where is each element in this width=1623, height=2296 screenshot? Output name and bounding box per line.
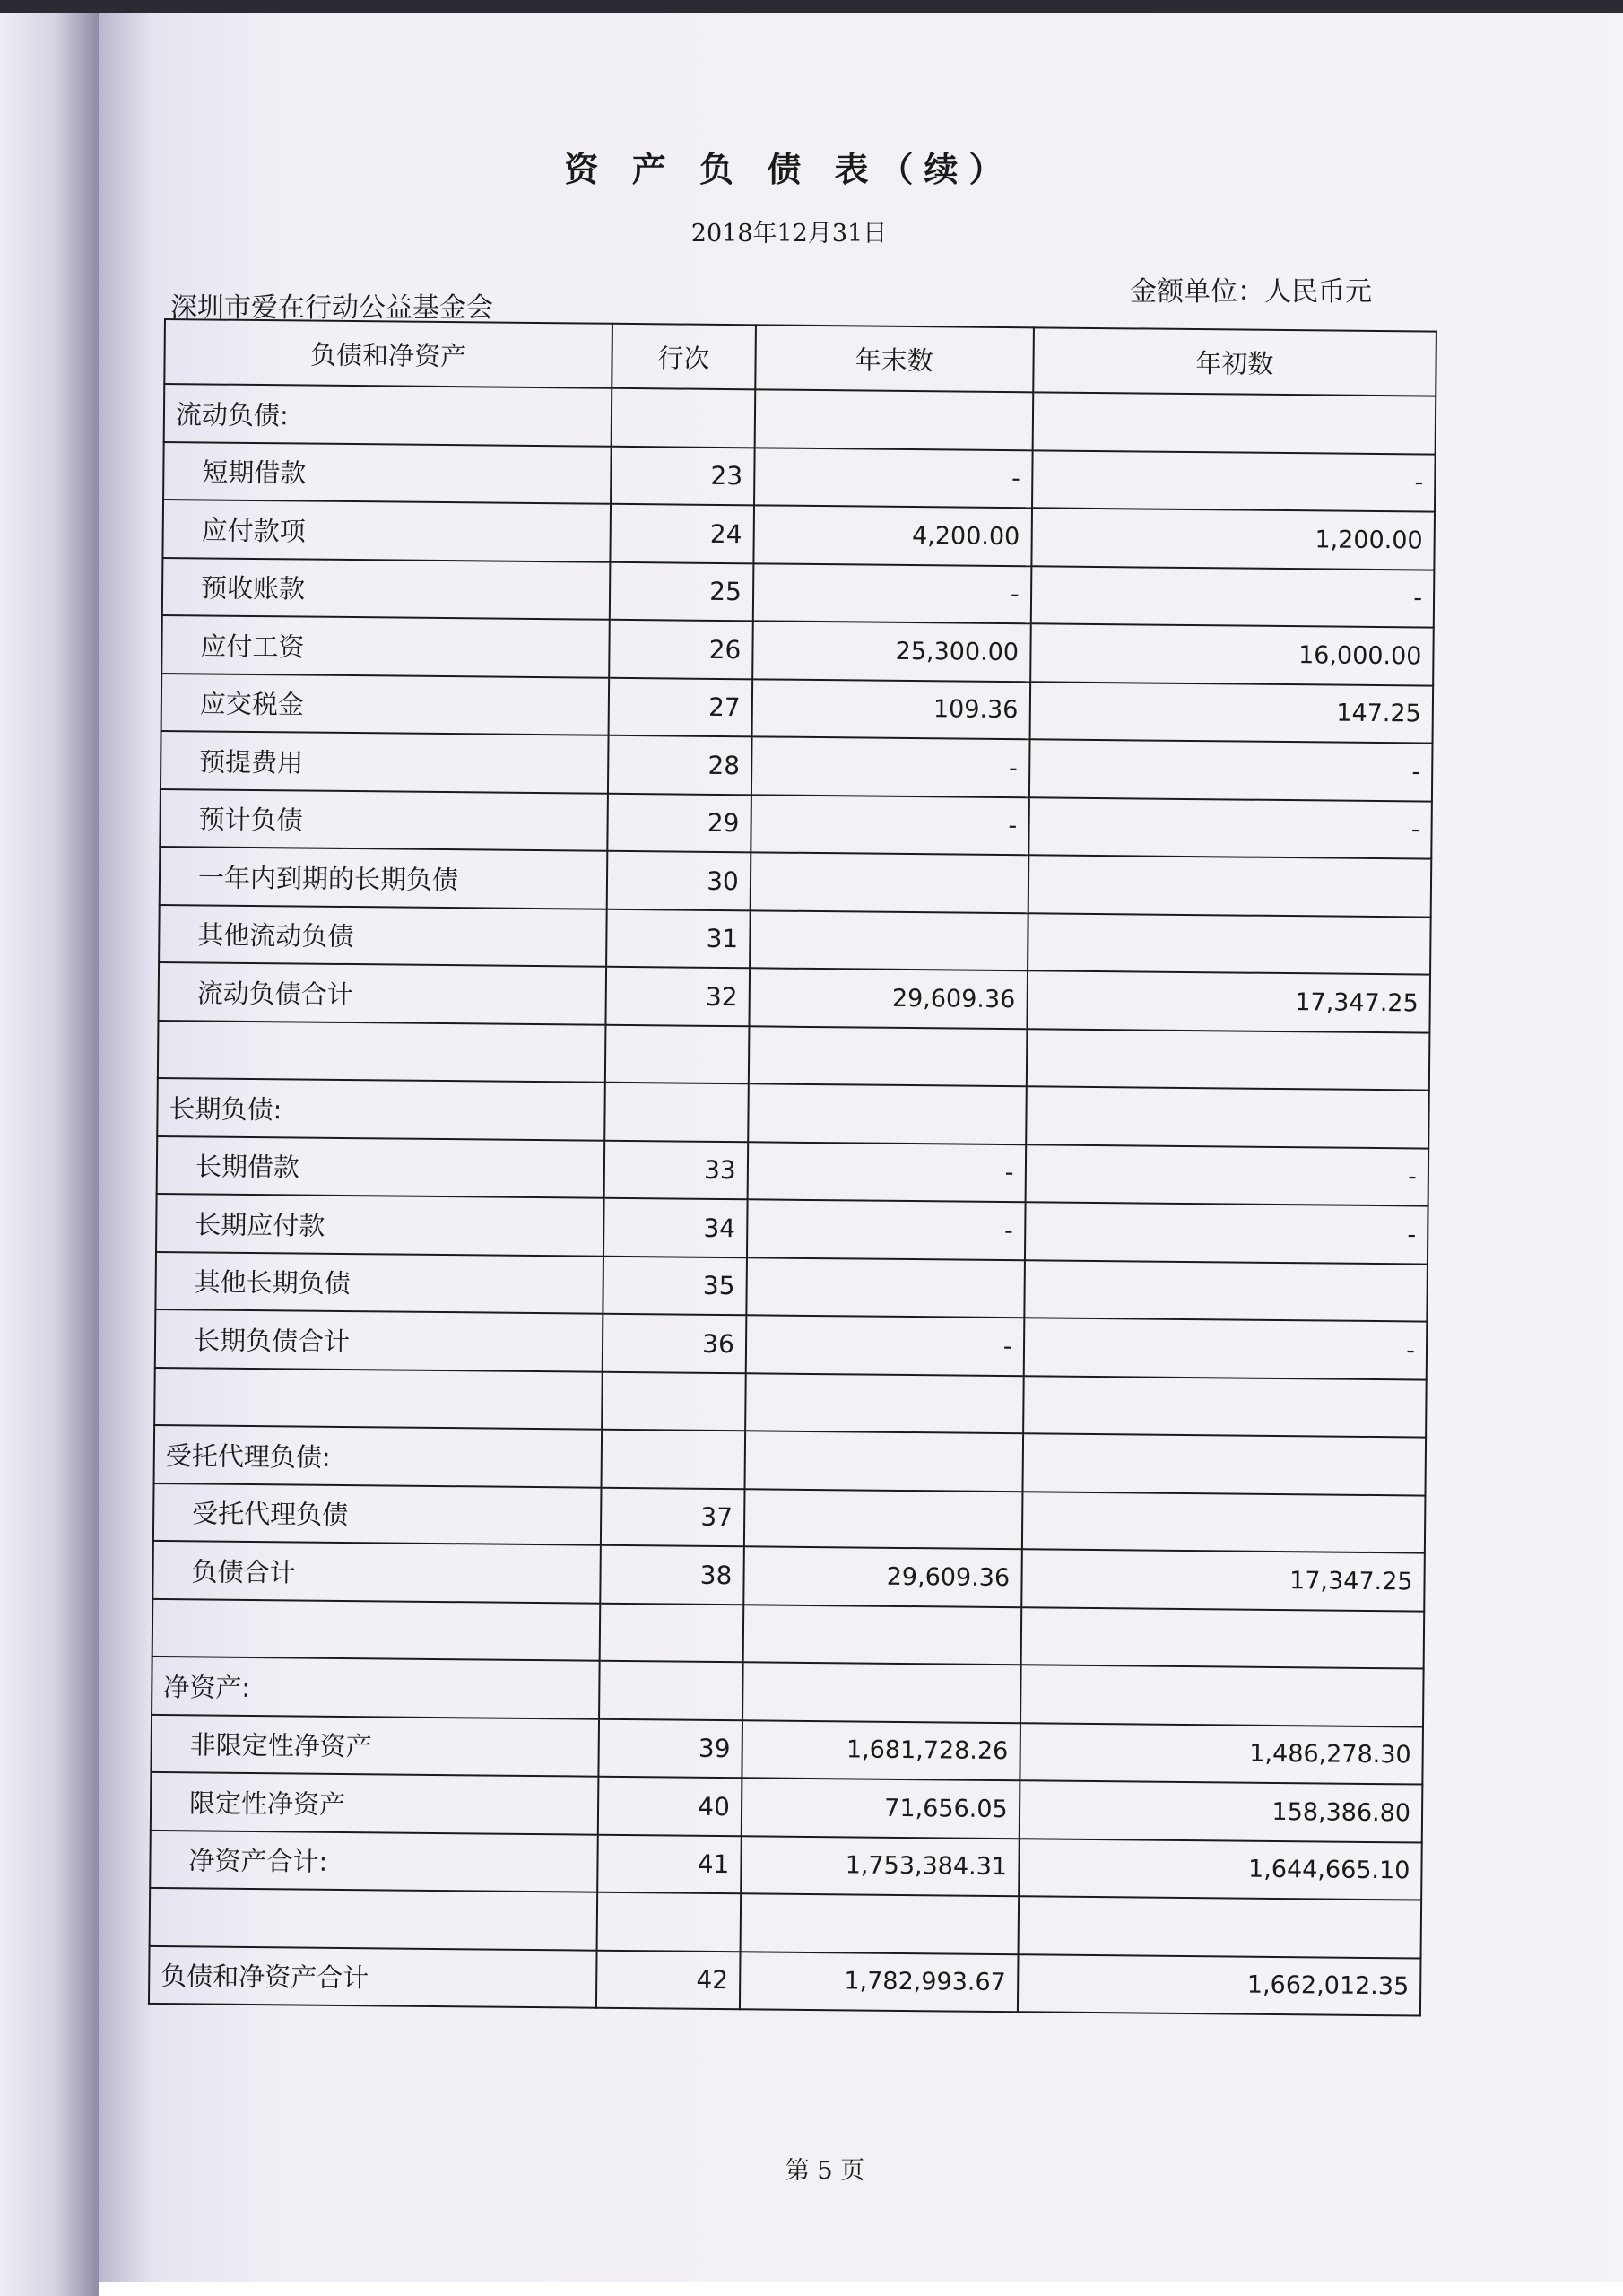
- row-line-number: 40: [598, 1777, 742, 1836]
- row-beginning-of-year-amount: 17,347.25: [1027, 970, 1430, 1032]
- row-beginning-of-year-amount: [1026, 1029, 1429, 1091]
- header-end-of-year: 年末数: [755, 325, 1033, 392]
- row-line-number: 31: [606, 909, 750, 968]
- row-line-number: [602, 1371, 745, 1431]
- row-beginning-of-year-amount: [1023, 1376, 1427, 1438]
- row-end-of-year-amount: [740, 1893, 1018, 1953]
- row-end-of-year-amount: [742, 1605, 1020, 1665]
- row-line-number: [612, 388, 755, 448]
- row-line-number: [602, 1430, 745, 1489]
- row-beginning-of-year-amount: [1032, 392, 1436, 454]
- row-item-name: 长期负债:: [157, 1078, 605, 1140]
- row-item-name: 一年内到期的长期负债: [160, 847, 608, 909]
- row-beginning-of-year-amount: [1024, 1260, 1428, 1322]
- row-end-of-year-amount: -: [747, 1199, 1025, 1259]
- row-end-of-year-amount: -: [746, 1315, 1024, 1375]
- row-beginning-of-year-amount: [1020, 1665, 1424, 1726]
- row-item-name: 流动负债:: [164, 384, 612, 446]
- balance-sheet-table: [148, 318, 1437, 2017]
- row-item-name: 净资产合计:: [150, 1830, 598, 1892]
- row-end-of-year-amount: [744, 1431, 1022, 1491]
- row-line-number: 23: [611, 446, 754, 505]
- row-beginning-of-year-amount: -: [1023, 1318, 1427, 1379]
- row-end-of-year-amount: [748, 1083, 1026, 1144]
- row-beginning-of-year-amount: [1028, 913, 1431, 975]
- row-end-of-year-amount: 1,782,993.67: [740, 1952, 1018, 2012]
- row-beginning-of-year-amount: 1,200.00: [1031, 508, 1435, 570]
- row-beginning-of-year-amount: -: [1025, 1202, 1428, 1264]
- row-end-of-year-amount: [744, 1489, 1022, 1549]
- row-line-number: 24: [610, 504, 753, 563]
- row-end-of-year-amount: [745, 1373, 1023, 1433]
- row-item-name: [154, 1367, 603, 1429]
- row-end-of-year-amount: -: [754, 448, 1032, 508]
- row-line-number: 30: [607, 851, 751, 910]
- row-line-number: 27: [609, 677, 752, 736]
- row-item-name: 其他流动负债: [159, 904, 607, 966]
- row-item-name: 负债合计: [152, 1541, 601, 1603]
- table-body: [149, 384, 1436, 2016]
- row-line-number: 34: [603, 1198, 747, 1257]
- row-item-name: 预收账款: [162, 557, 611, 619]
- row-end-of-year-amount: 25,300.00: [752, 621, 1030, 681]
- row-end-of-year-amount: [754, 389, 1032, 449]
- row-beginning-of-year-amount: [1020, 1607, 1424, 1669]
- row-line-number: [599, 1661, 742, 1720]
- header-item: 负债和净资产: [164, 319, 612, 388]
- row-end-of-year-amount: 109.36: [751, 679, 1029, 739]
- scan-right-edge: [1605, 13, 1623, 2296]
- row-beginning-of-year-amount: -: [1028, 739, 1432, 801]
- scan-top-edge: [0, 0, 1623, 13]
- row-beginning-of-year-amount: 17,347.25: [1021, 1549, 1425, 1611]
- row-end-of-year-amount: -: [753, 563, 1031, 623]
- row-line-number: 32: [606, 967, 750, 1026]
- row-beginning-of-year-amount: [1026, 1086, 1429, 1148]
- row-item-name: 限定性净资产: [151, 1772, 599, 1834]
- row-line-number: 36: [603, 1314, 746, 1373]
- row-beginning-of-year-amount: 147.25: [1029, 682, 1433, 744]
- organization-name: 深圳市爱在行动公益基金会: [170, 292, 493, 324]
- row-line-number: 39: [598, 1718, 742, 1778]
- row-end-of-year-amount: 29,609.36: [749, 968, 1027, 1028]
- row-item-name: 受托代理负债: [153, 1483, 602, 1544]
- row-beginning-of-year-amount: [1021, 1492, 1425, 1553]
- book-spine: [0, 13, 99, 2296]
- row-line-number: [597, 1892, 741, 1952]
- row-line-number: [600, 1603, 743, 1662]
- row-beginning-of-year-amount: -: [1025, 1144, 1428, 1206]
- row-end-of-year-amount: 1,681,728.26: [742, 1720, 1020, 1780]
- row-item-name: [150, 1888, 598, 1950]
- row-end-of-year-amount: 4,200.00: [753, 505, 1031, 565]
- header-line: 行次: [612, 324, 755, 390]
- row-line-number: 38: [600, 1545, 743, 1605]
- row-item-name: 应交税金: [161, 673, 610, 735]
- row-beginning-of-year-amount: -: [1028, 797, 1432, 859]
- report-date: 2018年12月31日: [690, 220, 888, 248]
- header-beginning-of-year: 年初数: [1033, 327, 1436, 396]
- row-beginning-of-year-amount: [1022, 1433, 1426, 1495]
- row-beginning-of-year-amount: 158,386.80: [1019, 1780, 1422, 1842]
- row-item-name: 预计负债: [160, 788, 608, 850]
- row-item-name: 应付工资: [161, 615, 610, 677]
- row-item-name: 长期负债合计: [155, 1309, 603, 1371]
- row-end-of-year-amount: 1,753,384.31: [741, 1836, 1019, 1896]
- row-line-number: 29: [607, 793, 751, 852]
- row-item-name: [152, 1598, 601, 1660]
- row-beginning-of-year-amount: [1018, 1896, 1421, 1958]
- row-item-name: [158, 1020, 606, 1082]
- red-seal-fragment: [1601, 852, 1623, 1121]
- row-line-number: 41: [597, 1834, 741, 1893]
- row-item-name: 受托代理负债:: [154, 1425, 603, 1487]
- row-line-number: [604, 1083, 748, 1142]
- row-line-number: [605, 1024, 749, 1083]
- row-beginning-of-year-amount: [1028, 855, 1431, 917]
- row-line-number: 25: [610, 561, 753, 621]
- row-beginning-of-year-amount: 1,644,665.10: [1019, 1839, 1422, 1900]
- row-beginning-of-year-amount: -: [1032, 450, 1436, 512]
- row-line-number: 28: [608, 735, 751, 795]
- row-item-name: 非限定性净资产: [151, 1714, 599, 1776]
- row-line-number: 26: [609, 620, 752, 679]
- row-line-number: 42: [596, 1950, 740, 2009]
- scan-bottom-edge: [99, 2282, 1623, 2296]
- row-line-number: 33: [604, 1140, 748, 1199]
- row-beginning-of-year-amount: 1,486,278.30: [1020, 1723, 1423, 1785]
- table-row: [149, 1945, 1421, 2015]
- row-end-of-year-amount: [746, 1257, 1024, 1318]
- row-beginning-of-year-amount: 1,662,012.35: [1017, 1954, 1420, 2016]
- currency-unit: 金额单位：人民币元: [1130, 276, 1372, 308]
- table-header-row: [164, 319, 1436, 396]
- row-end-of-year-amount: [750, 910, 1028, 970]
- page-number: 第 5 页: [785, 2157, 865, 2185]
- row-item-name: 短期借款: [163, 442, 612, 504]
- row-item-name: 长期借款: [157, 1135, 605, 1197]
- row-item-name: 长期应付款: [156, 1194, 604, 1256]
- row-end-of-year-amount: -: [751, 736, 1029, 796]
- row-end-of-year-amount: -: [747, 1142, 1025, 1202]
- row-item-name: 预提费用: [161, 731, 609, 793]
- row-end-of-year-amount: [742, 1662, 1020, 1722]
- row-end-of-year-amount: [751, 852, 1028, 912]
- row-beginning-of-year-amount: 16,000.00: [1030, 623, 1434, 685]
- row-item-name: 净资产:: [152, 1657, 600, 1718]
- row-item-name: 流动负债合计: [158, 962, 606, 1024]
- row-end-of-year-amount: [749, 1026, 1027, 1086]
- row-end-of-year-amount: -: [751, 795, 1028, 855]
- row-line-number: 37: [601, 1487, 744, 1546]
- row-line-number: 35: [603, 1256, 746, 1315]
- document-title: 资 产 负 债 表（续）: [564, 149, 1014, 189]
- row-item-name: 应付款项: [162, 500, 611, 561]
- row-end-of-year-amount: 29,609.36: [743, 1546, 1021, 1606]
- row-beginning-of-year-amount: -: [1030, 566, 1434, 628]
- row-end-of-year-amount: 71,656.05: [742, 1778, 1020, 1838]
- row-item-name: 负债和净资产合计: [149, 1945, 597, 2007]
- row-item-name: 其他长期负债: [155, 1251, 603, 1313]
